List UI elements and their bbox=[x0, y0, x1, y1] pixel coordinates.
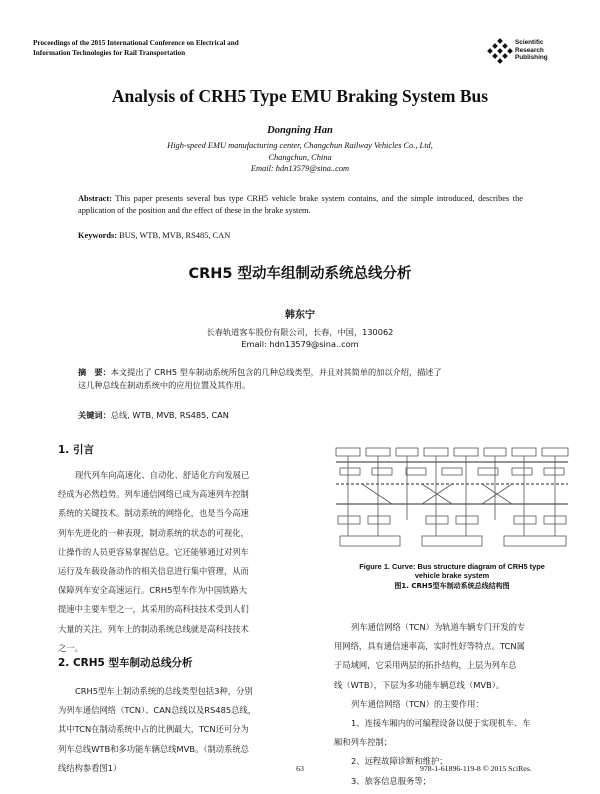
isbn-copyright: 978-1-61896-119-8 © 2015 SciRes. bbox=[420, 764, 532, 773]
body-line: 让操作的人员更容易掌握信息。它还能够通过对列车 bbox=[58, 546, 249, 557]
keywords-label: Keywords: bbox=[78, 231, 118, 240]
publisher-name: Scientific bbox=[515, 39, 544, 46]
body-line: 提速中主要车型之一，其采用的高科技技术受到人们 bbox=[58, 604, 249, 615]
abstract-text: 本文提出了 CRH5 型车制动系统所包含的几种总线类型，并且对其简单的加以介绍，描述了 bbox=[110, 367, 442, 377]
keywords-text: BUS, WTB, MVB, RS485, CAN bbox=[119, 231, 231, 240]
body-line: 之一。 bbox=[58, 642, 83, 653]
body-line: 其中TCN在制动系统中占的比例最大，TCN还可分为 bbox=[58, 724, 249, 735]
caption-line: Figure 1. Curve: Bus structure diagram of CRH5 type bbox=[359, 562, 545, 571]
proceedings-line: Proceedings of the 2015 International Conference on Electrical and bbox=[33, 39, 239, 47]
proceedings-header bbox=[33, 38, 353, 58]
keywords-text: 总线, WTB, MVB, RS485, CAN bbox=[110, 410, 229, 420]
affiliation-en bbox=[0, 140, 600, 175]
paper-title-en: Analysis of CRH5 Type EMU Braking System Bus bbox=[111, 86, 489, 106]
body-line: 线结构参看图1） bbox=[58, 762, 122, 773]
section-heading-introduction: 1. 引言 bbox=[58, 444, 94, 456]
body-line: 现代列车向高速化、自动化、舒适化方向发展已 bbox=[75, 470, 250, 480]
body-line: 3、旅客信息服务等； bbox=[351, 775, 431, 786]
body-line: 系统的关键技术。制动系统的网络化，也是当今高速 bbox=[58, 508, 249, 519]
body-line: 大量的关注，列车上的制动系统总线就是高科技技术 bbox=[58, 623, 249, 634]
author-email: Email: hdn13579@sina..com bbox=[250, 164, 350, 174]
body-line: 经成为必然趋势。列车通信网络已成为高速列车控制 bbox=[58, 489, 249, 500]
section1-body bbox=[58, 466, 303, 658]
publisher-name: Research bbox=[515, 46, 544, 54]
abstract-line bbox=[78, 366, 526, 379]
author-email: Email: hdn13579@sina..com bbox=[241, 339, 359, 349]
publisher-logo bbox=[487, 38, 569, 66]
body-line: 用网络，具有通信速率高，实时性好等特点。TCN属 bbox=[334, 641, 525, 652]
abstract-label: 摘 要： bbox=[78, 367, 111, 377]
affiliation-cn bbox=[0, 326, 600, 350]
body-line: 列车先进化的一种表现，制动系统的状态的可视化， bbox=[58, 527, 249, 538]
body-line: 线（WTB），下层为多功能车辆总线（MVB）。 bbox=[334, 679, 505, 690]
body-line: 列车通信网络（TCN）的主要作用： bbox=[351, 698, 484, 709]
body-line: 厢和列车控制； bbox=[334, 737, 393, 748]
page-number: 63 bbox=[296, 764, 304, 773]
abstract-en bbox=[78, 193, 523, 217]
keywords-en bbox=[78, 231, 523, 240]
section-heading-bus-analysis: 2. CRH5 型车制动总线分析 bbox=[58, 657, 193, 669]
body-line: 保障列车安全高速运行。CRH5型车作为中国铁路大 bbox=[58, 585, 248, 596]
affiliation-line: High-speed EMU manufacturing center, Changchun Railway Vehicles Co., Ltd, bbox=[167, 141, 433, 150]
publisher-name: Publishing bbox=[515, 54, 548, 62]
body-line: 为列车通信网络（TCN）、CAN总线以及RS485总线， bbox=[58, 705, 257, 716]
affiliation-line: 长春轨道客车股份有限公司，长春，中国，130062 bbox=[206, 327, 394, 337]
body-line: 于局域网，它采用两层的拓扑结构，上层为列车总 bbox=[334, 660, 517, 671]
abstract-label: Abstract: bbox=[78, 194, 112, 203]
body-line: CRH5型车上制动系统的总线类型包括3种，分别 bbox=[75, 686, 253, 696]
author-name-en: Dongning Han bbox=[267, 125, 333, 136]
body-line: 2、远程故障诊断和维护； bbox=[351, 756, 448, 767]
affiliation-line: Changchun, China bbox=[268, 152, 332, 162]
figure-caption-en bbox=[332, 562, 572, 581]
diamond-dots-icon bbox=[487, 38, 513, 64]
body-line: 列车总线WTB和多功能车辆总线MVB。（制动系统总 bbox=[58, 743, 249, 754]
keywords-cn bbox=[78, 410, 526, 421]
body-line: 运行及车载设备动作的相关信息进行集中管理，从而 bbox=[58, 566, 249, 577]
abstract-line: 这几种总线在制动系统中的应用位置及其作用。 bbox=[78, 380, 250, 390]
paper-title-cn: CRH5 型动车组制动系统总线分析 bbox=[188, 266, 412, 282]
bus-structure-diagram-graphic bbox=[332, 440, 572, 560]
bus-structure-diagram bbox=[332, 440, 572, 560]
author-name-cn: 韩东宁 bbox=[285, 310, 315, 321]
abstract-text: This paper presents several bus type CRH5 vehicle brake system contains, and the simple introduced, describes the application of the position and the effect of these in the brake system. bbox=[78, 194, 523, 215]
caption-line: vehicle brake system bbox=[414, 571, 490, 581]
figure-caption-cn: 图1. CRH5型车制动系统总线结构图 bbox=[394, 582, 510, 590]
body-line: 1、连接车厢内的可编程设备以便于实现机车、车 bbox=[351, 718, 531, 729]
abstract-cn bbox=[78, 366, 526, 392]
body-line: 列车通信网络（TCN）为轨道车辆专门开发的专 bbox=[351, 622, 526, 632]
keywords-label: 关键词： bbox=[78, 410, 111, 420]
proceedings-line: Information Technologies for Rail Transportation bbox=[33, 49, 186, 57]
